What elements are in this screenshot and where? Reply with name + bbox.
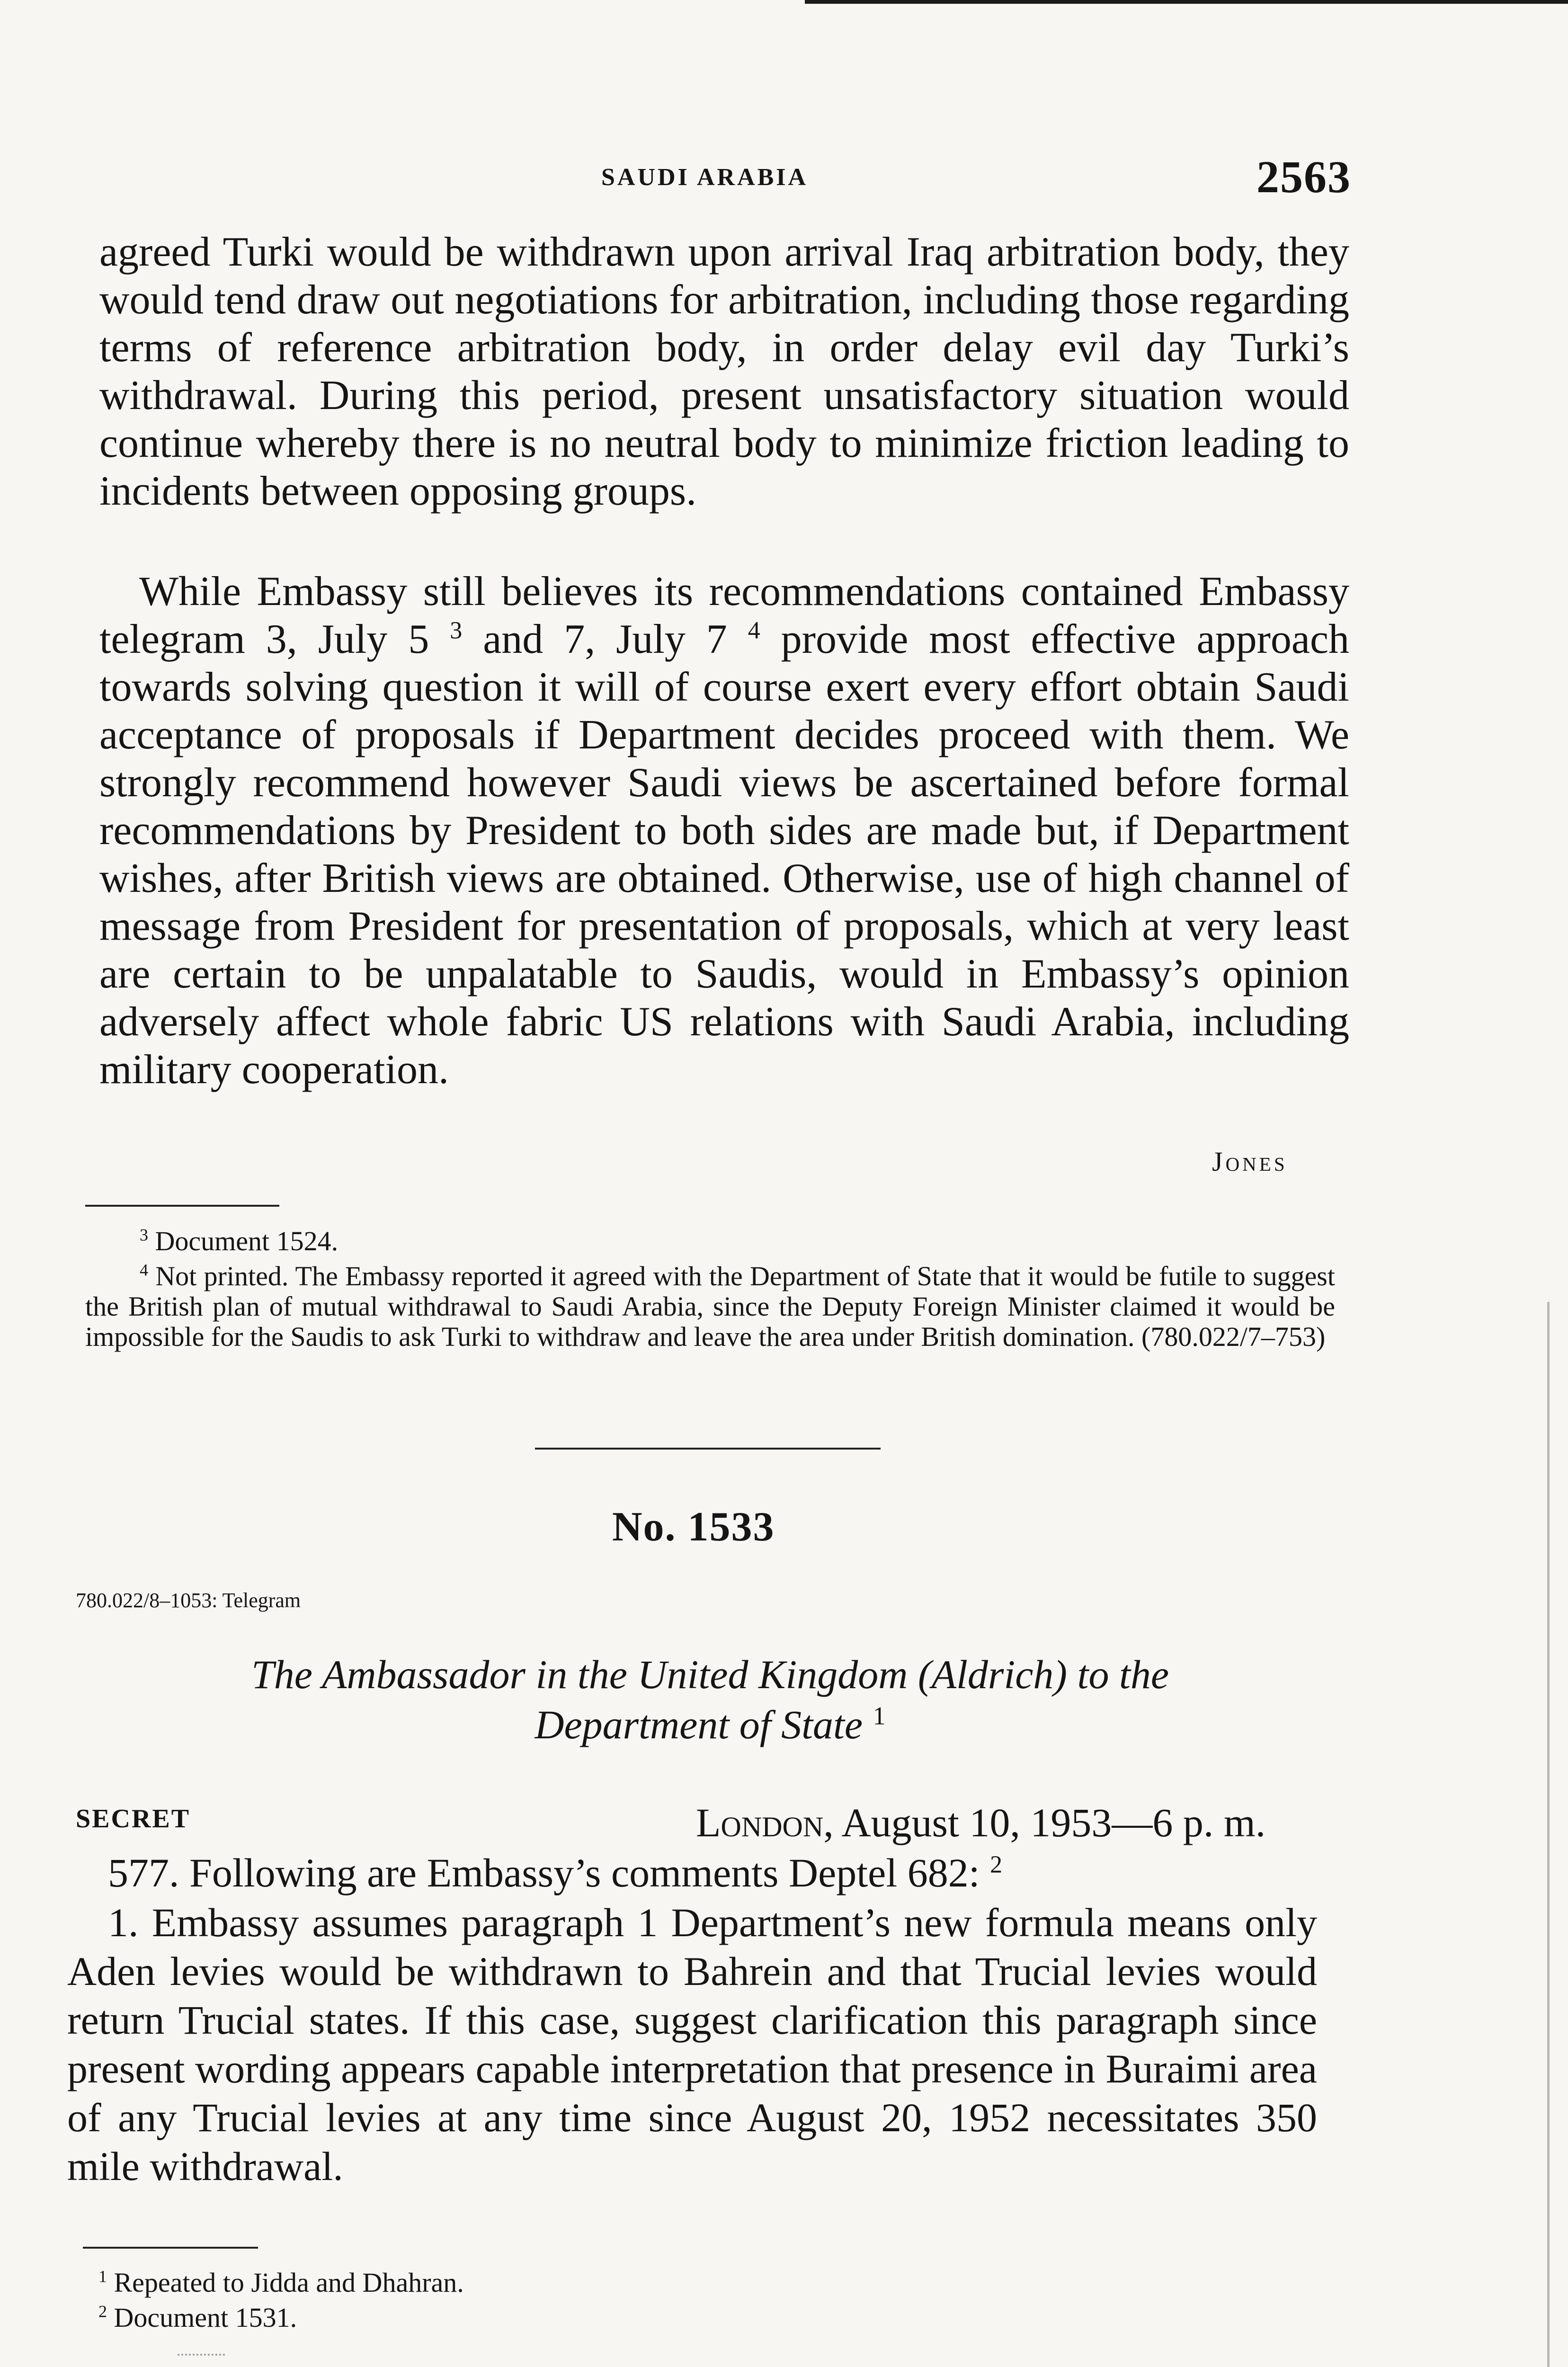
footnote-marker: 2 bbox=[98, 2302, 107, 2321]
scan-top-edge bbox=[805, 0, 1568, 4]
footnote-text: Document 1524. bbox=[155, 1226, 339, 1256]
heading-line: The Ambassador in the United Kingdom (Aldrich) to the bbox=[251, 1652, 1169, 1697]
document-heading bbox=[95, 1649, 1326, 1750]
footnote-ref-3: 3 bbox=[450, 617, 463, 644]
paragraph-text: 577. Following are Embassy’s comments Deptel 682: bbox=[108, 1850, 980, 1895]
footnote-marker: 1 bbox=[98, 2267, 107, 2286]
footnote-4 bbox=[85, 1261, 1335, 1411]
footnote-ref-2: 2 bbox=[990, 1851, 1003, 1878]
heading-line: Department of State bbox=[535, 1702, 863, 1747]
dateline-date: , August 10, 1953—6 p. m. bbox=[823, 1800, 1266, 1845]
telegram-paragraph-1: 1. Embassy assumes paragraph 1 Department’s new formula means only Aden levies would be withdrawn to Bahrein and that Trucial levies would return Trucial states. If this case, suggest clarification this paragraph since present wording appears capable interpretation that presence in Buraimi area of any Trucial levies at any time since August 20, 1952 necessitates 350 mile withdrawal. bbox=[67, 1900, 1317, 2189]
footnote-text: Document 1531. bbox=[114, 2302, 297, 2333]
page-number: 2563 bbox=[1256, 151, 1351, 202]
paragraph-continued: agreed Turki would be withdrawn upon arrival Iraq arbitration body, they would tend draw out negotiations for arbitration, including those regarding terms of reference arbitration body, in order delay evil day Turki’s withdrawal. During this period, present unsatisfactory situation would continue whereby there is no neutral body to minimize friction leading to incidents between opposing groups. bbox=[99, 229, 1349, 514]
paragraph-text: While Embassy still believes its recommendations contained Embassy telegram 3, July 5 bbox=[99, 569, 1349, 662]
classification-label: SECRET bbox=[76, 1804, 191, 1833]
footnote-2 bbox=[76, 2303, 1326, 2333]
paragraph-text: provide most effective approach towards solving question it will of course exert every effort obtain Saudi acceptance of proposals if Department decides proceed with them. We strongly recommend however Saudi views be ascertained before formal recommendations by President to both sides are made but, if Department wishes, after British views are obtained. Otherwise, use of high channel of message from President for presentation of proposals, which at very least are certain to be unpalatable to Saudis, would in Embassy’s opinion adversely affect whole fabric US relations with Saudi Arabia, including military cooperation. bbox=[99, 616, 1350, 1093]
footnote-marker: 3 bbox=[140, 1225, 148, 1245]
scan-right-edge bbox=[1547, 1302, 1550, 2367]
dateline-place: London bbox=[696, 1800, 824, 1845]
footnote-ref-1: 1 bbox=[873, 1701, 886, 1730]
file-reference: 780.022/8–1053: Telegram bbox=[76, 1589, 301, 1612]
footnote-divider bbox=[83, 2247, 258, 2249]
footnote-1 bbox=[76, 2268, 1326, 2298]
running-head: SAUDI ARABIA bbox=[601, 164, 809, 191]
telegram-paragraph-intro bbox=[67, 1849, 1317, 1897]
signature: Jones bbox=[1212, 1146, 1288, 1177]
footnote-ref-4: 4 bbox=[748, 617, 760, 644]
paragraph-recommendations bbox=[99, 568, 1349, 1126]
scan-artifact bbox=[178, 2354, 225, 2356]
footnote-marker: 4 bbox=[140, 1260, 148, 1280]
dateline bbox=[696, 1799, 1265, 1846]
footnote-divider bbox=[85, 1205, 279, 1207]
document-number: No. 1533 bbox=[612, 1504, 775, 1550]
paragraph-text: and 7, July 7 bbox=[483, 616, 727, 662]
footnote-text: Not printed. The Embassy reported it agreed with the Department of State that it would be futile to suggest the British plan of mutual withdrawal to Saudi Arabia, since the Deputy Foreign Minister claimed it would be impossible for the Saudis to ask Turki to withdraw and leave the area under British domination. (780.022/7–753) bbox=[85, 1261, 1335, 1352]
footnote-text: Repeated to Jidda and Dhahran. bbox=[114, 2267, 464, 2298]
section-divider bbox=[535, 1448, 881, 1450]
footnote-3 bbox=[85, 1226, 1335, 1256]
